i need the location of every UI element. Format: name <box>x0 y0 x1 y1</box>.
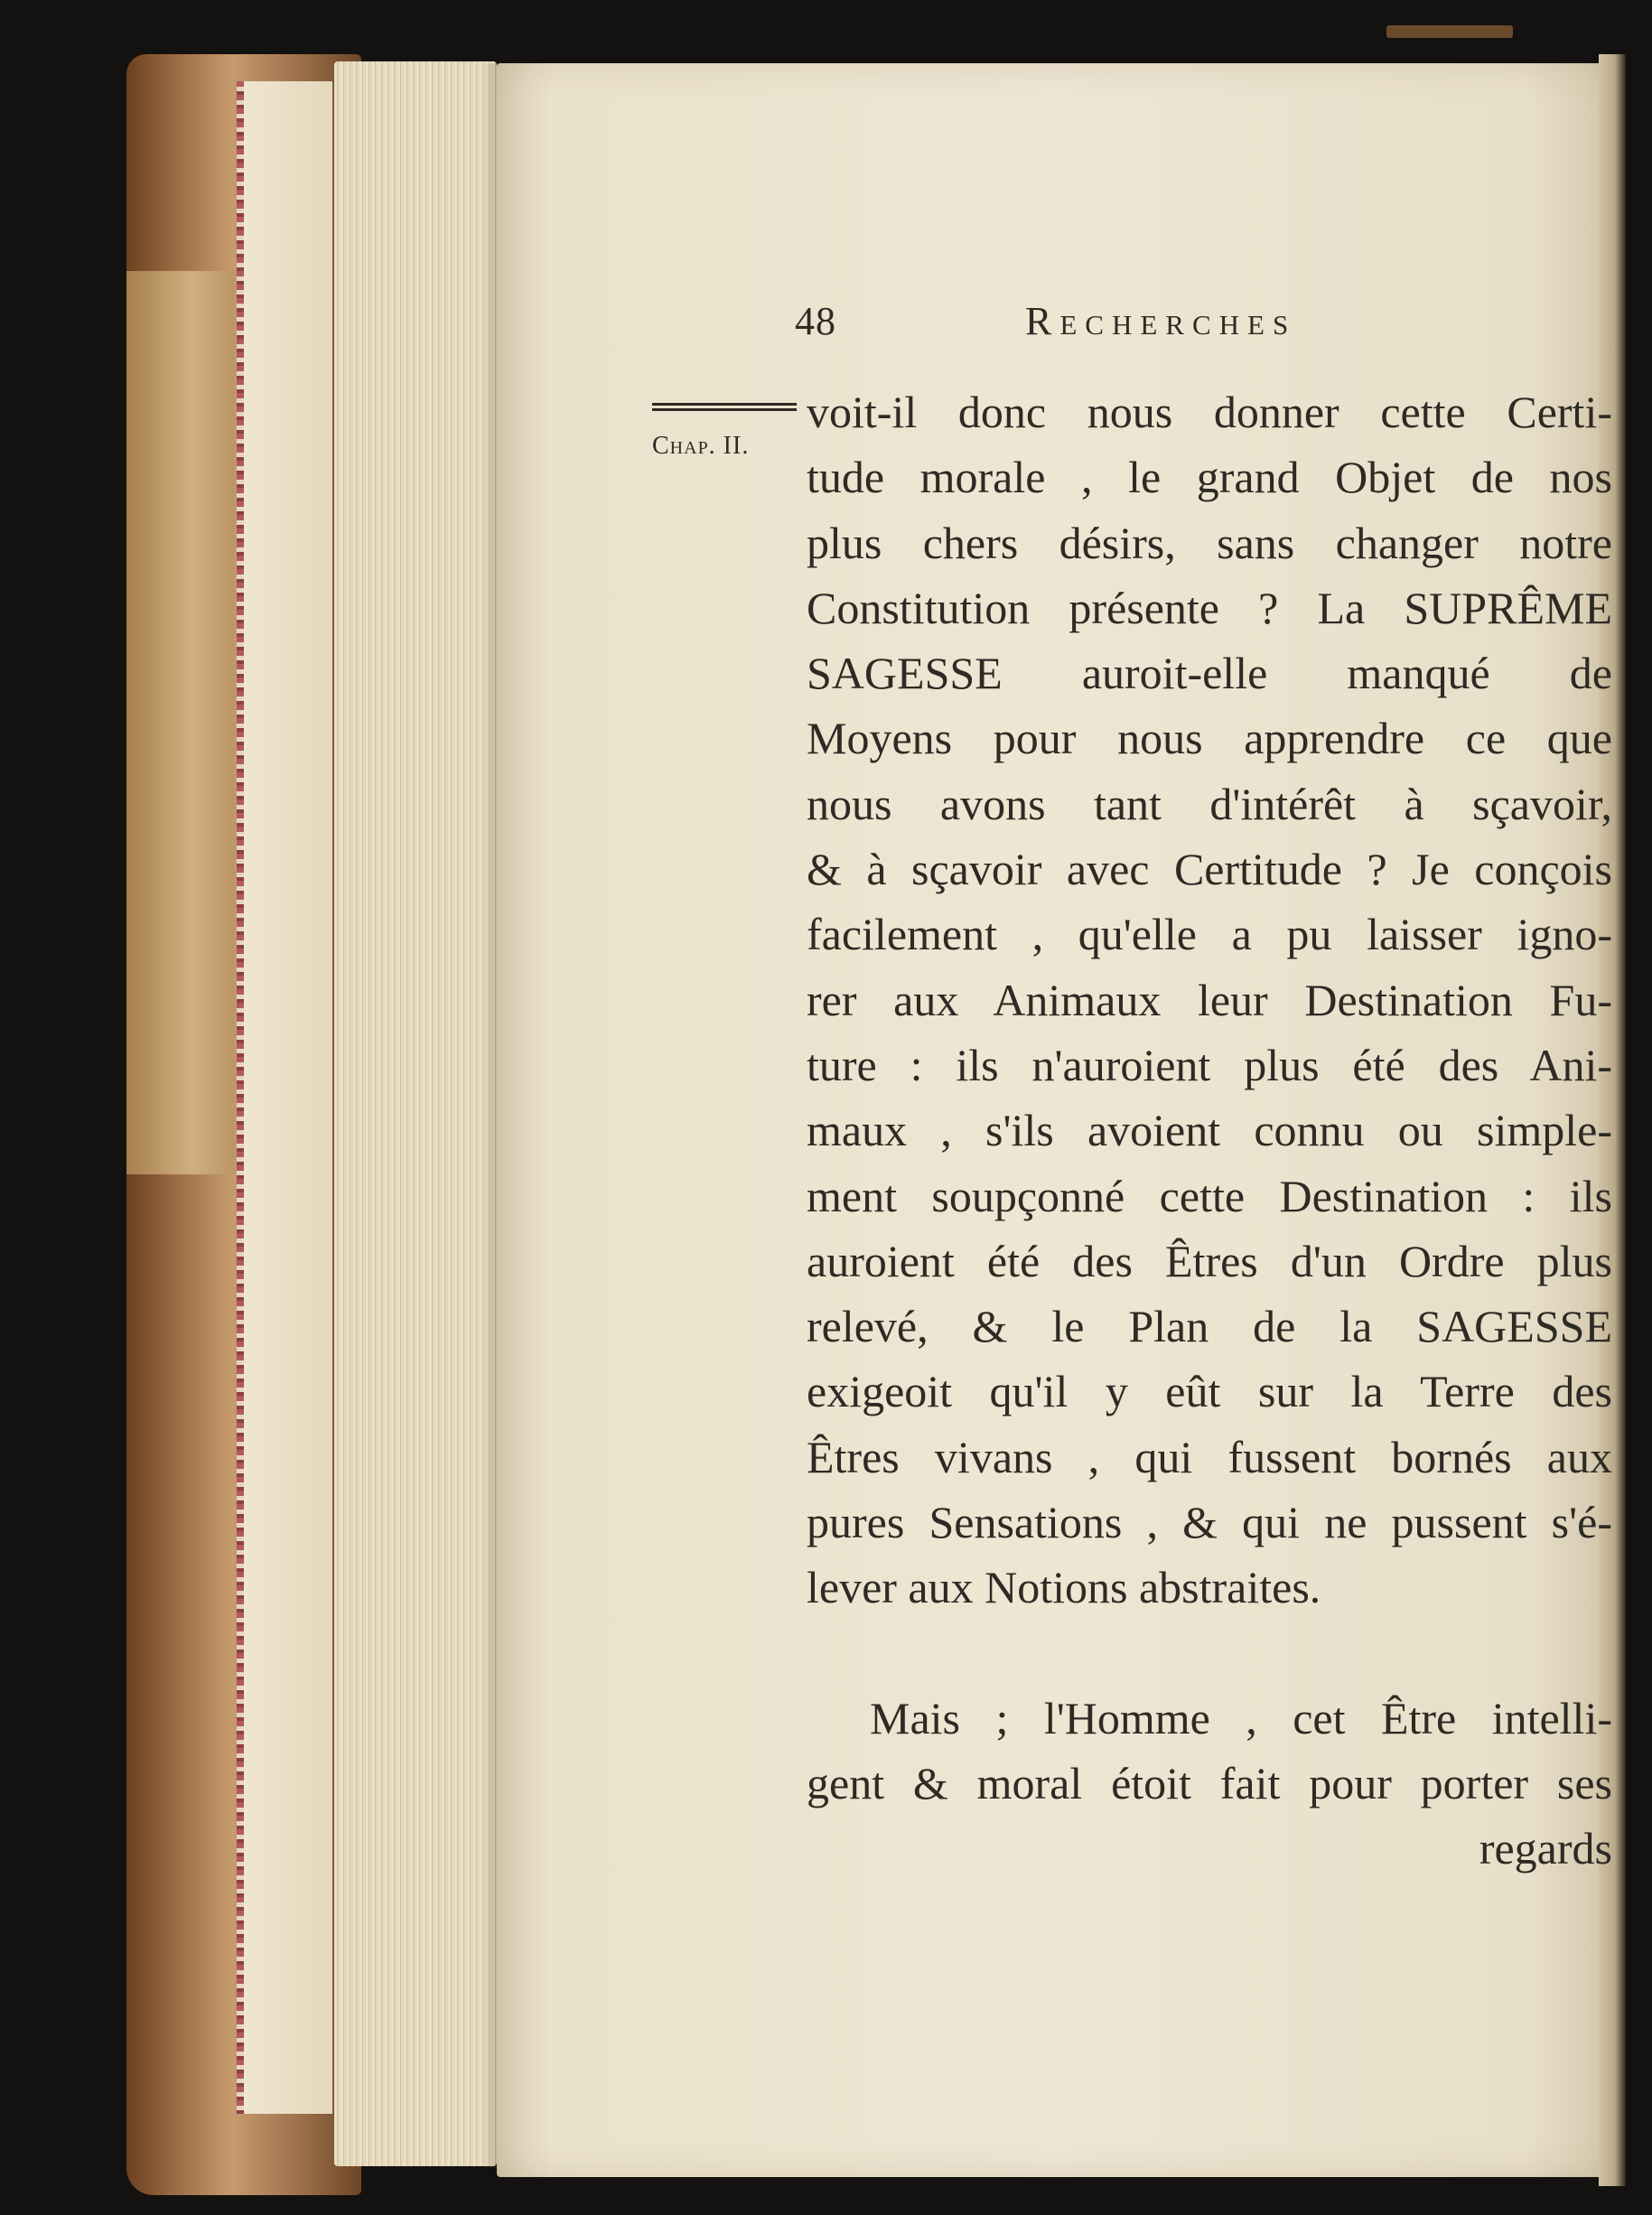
body-text <box>807 379 1612 1882</box>
binding-tab <box>1386 25 1513 38</box>
endpaper <box>237 81 332 2114</box>
paragraph-gap <box>807 1621 1612 1686</box>
margin-note: Chap. II. <box>652 432 750 460</box>
page-stack <box>334 61 497 2166</box>
text-line: maux , s'ils avoient connu ou simple- <box>807 1105 1612 1156</box>
text-line: Êtres vivans , qui fussent bornés aux <box>807 1431 1612 1482</box>
text-line: nous avons tant d'intérêt à sçavoir, <box>807 778 1612 829</box>
catchword: regards <box>1479 1823 1612 1874</box>
marbled-edge <box>237 81 244 2114</box>
cover-band <box>126 271 235 1174</box>
text-line: & à sçavoir avec Certitude ? Je conçois <box>807 844 1612 895</box>
text-line: relevé, & le Plan de la SAGESSE <box>807 1301 1612 1352</box>
text-line: gent & moral étoit fait pour porter ses <box>807 1757 1612 1808</box>
running-head <box>795 298 1590 352</box>
text-line: exigeoit qu'il y eût sur la Terre des <box>807 1366 1612 1417</box>
text-line: ture : ils n'auroient plus été des Ani- <box>807 1039 1612 1090</box>
text-line: Constitution présente ? La SUPRÊME <box>807 582 1612 633</box>
text-line: pures Sensations , & qui ne pussent s'é- <box>807 1497 1612 1548</box>
text-line: plus chers désirs, sans changer notre <box>807 517 1612 568</box>
page-number: 48 <box>795 299 836 343</box>
text-line: facilement , qu'elle a pu laisser igno- <box>807 909 1612 960</box>
text-line: Moyens pour nous apprendre ce que <box>807 713 1612 764</box>
text-line: lever aux Notions abstraites. <box>807 1562 1321 1613</box>
text-line: rer aux Animaux leur Destination Fu- <box>807 974 1612 1025</box>
text-line: voit-il donc nous donner cette Certi- <box>807 387 1612 437</box>
text-line: SAGESSE auroit-elle manqué de <box>807 648 1612 699</box>
margin-rule <box>652 403 797 414</box>
page-heading: Recherches <box>1025 299 1297 343</box>
text-line: Mais ; l'Homme , cet Être intelli- <box>870 1692 1612 1743</box>
text-line: ment soupçonné cette Destination : ils <box>807 1170 1612 1221</box>
text-line: auroient été des Êtres d'un Ordre plus <box>807 1235 1612 1286</box>
text-line: tude morale , le grand Objet de nos <box>807 452 1612 503</box>
